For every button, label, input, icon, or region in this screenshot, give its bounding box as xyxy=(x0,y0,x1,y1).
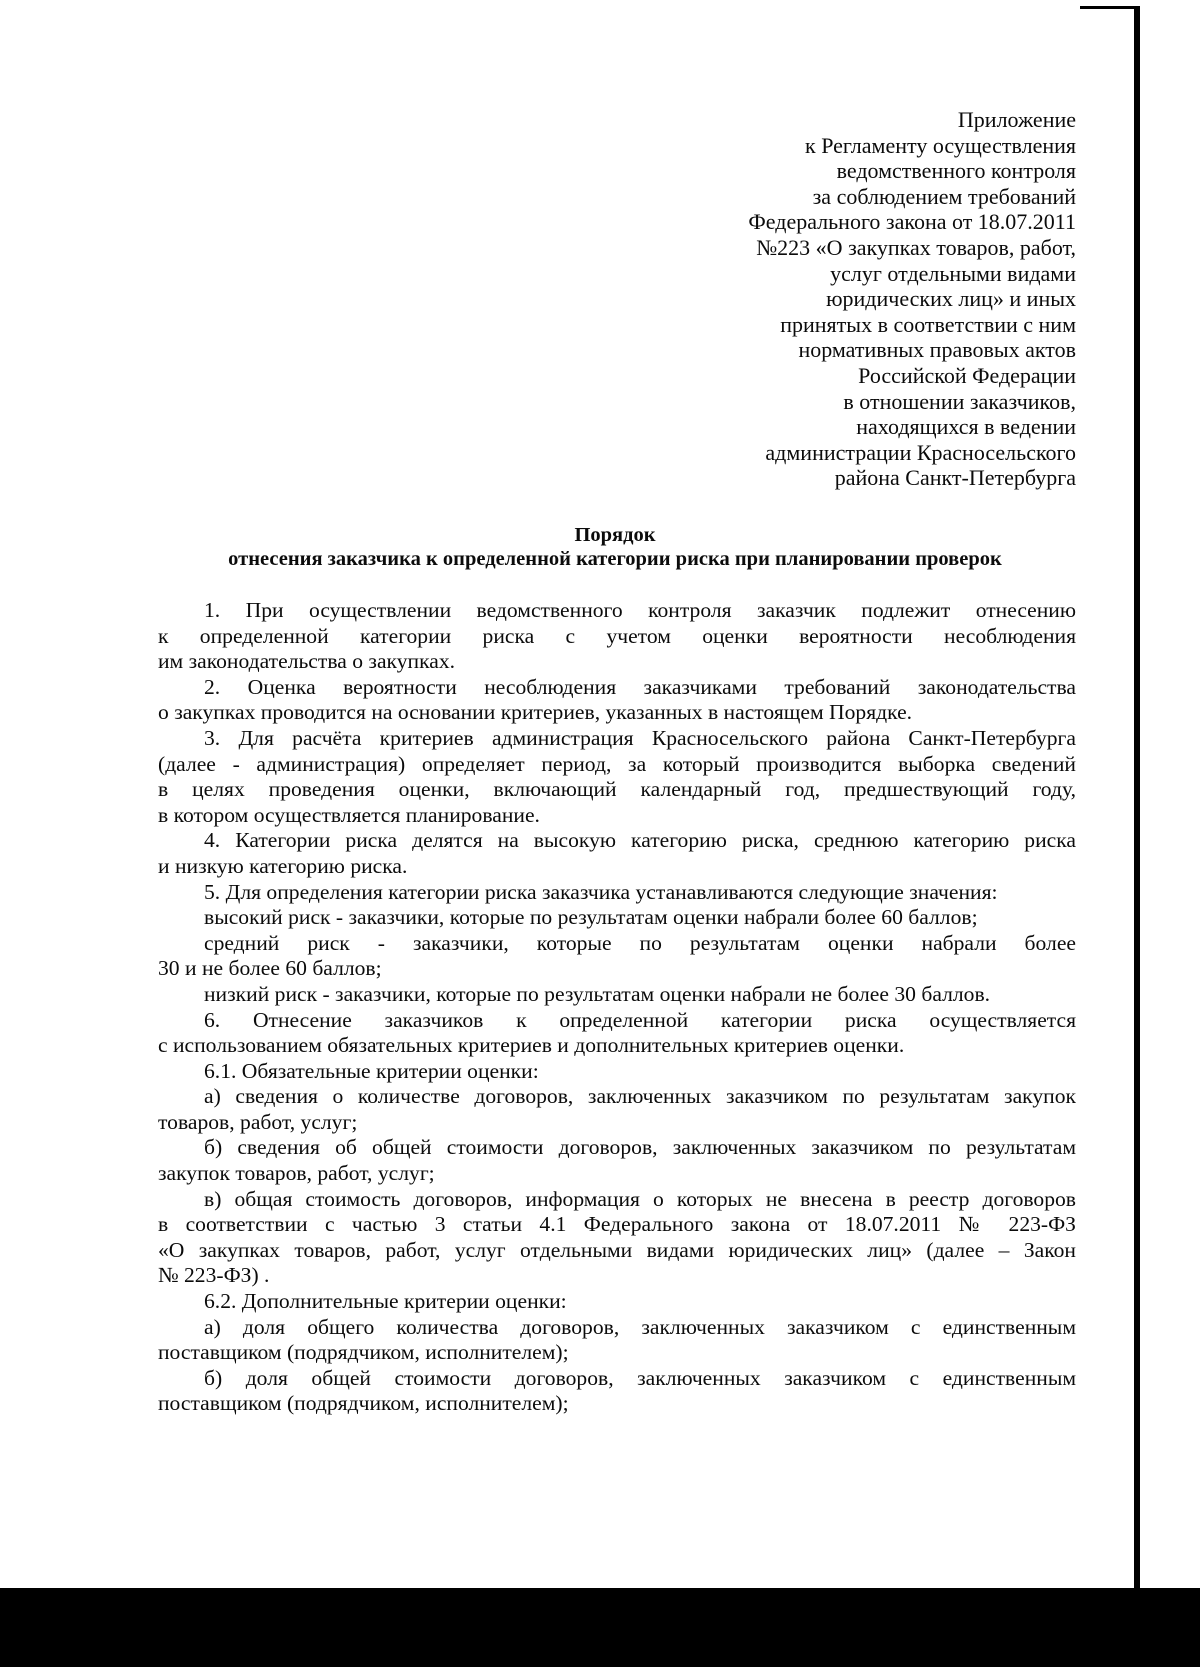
header-line: ведомственного контроля xyxy=(836,158,1076,184)
paragraph-6-1-a xyxy=(158,1084,1076,1135)
header-line: принятых в соответствии с ним xyxy=(780,311,1076,337)
document-title xyxy=(150,523,1080,571)
text-line: товаров, работ, услуг; xyxy=(158,1109,358,1134)
text-line: закупок товаров, работ, услуг; xyxy=(158,1161,435,1186)
header-line: Приложение xyxy=(957,107,1076,132)
header-line: находящихся в ведении xyxy=(856,414,1076,440)
text-line: 2. Оценка вероятности несоблюдения заказчиками требований законодательства xyxy=(204,674,1076,699)
paragraph-5-low-risk xyxy=(158,982,1076,1008)
text-line: к определенной категории риска с учетом оценки вероятности несоблюдения xyxy=(158,623,1076,648)
header-line: услуг отдельными видами xyxy=(830,260,1076,286)
text-line: б) доля общей стоимости договоров, заключенных заказчиком с единственным xyxy=(204,1365,1076,1390)
text-line: а) доля общего количества договоров, заключенных заказчиком с единственным xyxy=(204,1314,1076,1339)
paragraph-6-1 xyxy=(158,1059,1076,1085)
text-line: (далее - администрация) определяет период, за который производится выборка сведений xyxy=(158,751,1076,776)
text-line: поставщиком (подрядчиком, исполнителем); xyxy=(158,1340,569,1365)
appendix-header xyxy=(656,107,1076,491)
paragraph-6 xyxy=(158,1008,1076,1059)
title-line-1: Порядок xyxy=(574,524,656,546)
header-line: Федерального закона от 18.07.2011 xyxy=(748,209,1076,235)
header-line: №223 «О закупках товаров, работ, xyxy=(756,234,1076,260)
paragraph-3 xyxy=(158,726,1076,828)
header-line: района Санкт-Петербурга xyxy=(834,465,1076,491)
text-line: «О закупках товаров, работ, услуг отдельными видами юридических лиц» (далее – Закон xyxy=(158,1237,1076,1262)
paragraph-6-1-c xyxy=(158,1187,1076,1289)
paragraph-6-2-a xyxy=(158,1315,1076,1366)
header-line: нормативных правовых актов xyxy=(798,337,1076,363)
text-line: им законодательства о закупках. xyxy=(158,649,456,674)
header-line: администрации Красносельского xyxy=(765,439,1076,465)
text-line: 5. Для определения категории риска заказчика устанавливаются следующие значения: xyxy=(204,879,998,904)
text-line: о закупках проводится на основании критериев, указанных в настоящем Порядке. xyxy=(158,700,913,725)
text-line: 6. Отнесение заказчиков к определенной категории риска осуществляется xyxy=(204,1007,1076,1032)
paragraph-5-high-risk xyxy=(158,905,1076,931)
text-line: с использованием обязательных критериев и дополнительных критериев оценки. xyxy=(158,1033,905,1058)
scan-edge-right xyxy=(1134,8,1140,1588)
document-body xyxy=(158,598,1076,1417)
paragraph-2 xyxy=(158,675,1076,726)
text-line: б) сведения об общей стоимости договоров, заключенных заказчиком по результатам xyxy=(204,1135,1076,1160)
paragraph-5-medium-risk xyxy=(158,931,1076,982)
header-line: юридических лиц» и иных xyxy=(826,286,1076,312)
paragraph-6-2-b xyxy=(158,1366,1076,1417)
header-line: в отношении заказчиков, xyxy=(843,388,1076,414)
text-line: № 223-ФЗ) . xyxy=(158,1263,270,1288)
text-line: а) сведения о количестве договоров, заключенных заказчиком по результатам закупок xyxy=(204,1084,1076,1109)
scan-edge-top xyxy=(1080,6,1140,9)
text-line: и низкую категорию риска. xyxy=(158,853,408,878)
header-line: к Регламенту осуществления xyxy=(805,132,1076,158)
header-line: Российской Федерации xyxy=(858,362,1076,388)
paragraph-5 xyxy=(158,880,1076,906)
text-line: средний риск - заказчики, которые по результатам оценки набрали более xyxy=(204,930,1076,955)
title-line-2: отнесения заказчика к определенной категории риска при планировании проверок xyxy=(228,548,1002,570)
text-line: в котором осуществляется планирование. xyxy=(158,802,540,827)
text-line: 6.2. Дополнительные критерии оценки: xyxy=(204,1289,567,1314)
text-line: 30 и не более 60 баллов; xyxy=(158,956,382,981)
paragraph-6-1-b xyxy=(158,1135,1076,1186)
text-line: поставщиком (подрядчиком, исполнителем); xyxy=(158,1391,569,1416)
paragraph-4 xyxy=(158,828,1076,879)
text-line: в целях проведения оценки, включающий календарный год, предшествующий году, xyxy=(158,777,1076,802)
header-line: за соблюдением требований xyxy=(812,183,1076,209)
text-line: в) общая стоимость договоров, информация о которых не внесена в реестр договоров xyxy=(204,1186,1076,1211)
text-line: высокий риск - заказчики, которые по результатам оценки набрали более 60 баллов; xyxy=(204,905,978,930)
text-line: 3. Для расчёта критериев администрация Красносельского района Санкт-Петербурга xyxy=(204,725,1076,750)
text-line: в соответствии с частью 3 статьи 4.1 Федерального закона от 18.07.2011 № 223-ФЗ xyxy=(158,1212,1076,1237)
paragraph-1 xyxy=(158,598,1076,675)
text-line: 4. Категории риска делятся на высокую категорию риска, среднюю категорию риска xyxy=(204,828,1076,853)
text-line: 1. При осуществлении ведомственного контроля заказчик подлежит отнесению xyxy=(204,598,1076,622)
text-line: 6.1. Обязательные критерии оценки: xyxy=(204,1058,539,1083)
text-line: низкий риск - заказчики, которые по результатам оценки набрали не более 30 баллов. xyxy=(204,981,991,1006)
scan-band-bottom xyxy=(0,1588,1200,1667)
paragraph-6-2 xyxy=(158,1289,1076,1315)
